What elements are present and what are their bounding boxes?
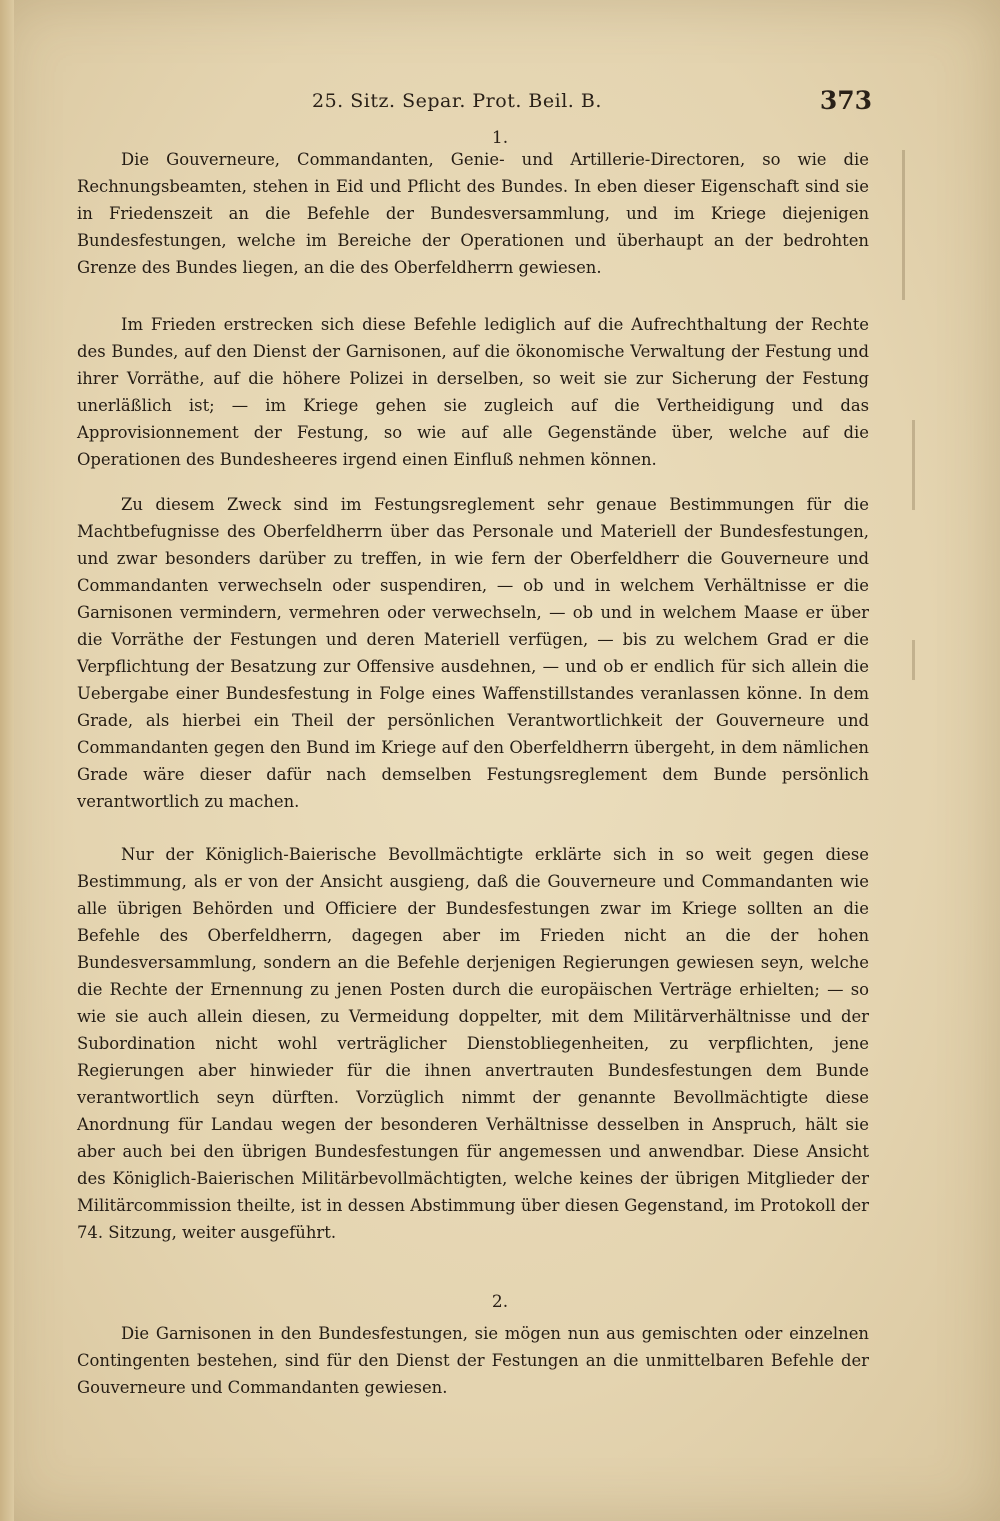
paragraph: Die Gouverneure, Commandanten, Genie- und Artillerie-Directoren, so wie die Rechnungsbeamten, stehen in Eid und Pflicht des Bundes. In eben dieser Eigenschaft sind sie in Friedenszeit an die Befehle der Bundesversammlung, und im Kriege diejenigen Bundesfestungen, welche im Bereiche der Operationen und überhaupt an der bedrohten Grenze des Bundes liegen, an die des Oberfeldherrn gewiesen. [77, 150, 869, 277]
section-number: 2. [491, 1292, 509, 1312]
running-head: 25. Sitz. Separ. Prot. Beil. B. [312, 90, 602, 112]
page-header [110, 86, 880, 126]
margin-mark [912, 640, 915, 680]
paragraph: Die Garnisonen in den Bundesfestungen, sie mögen nun aus gemischten oder einzelnen Contingenten bestehen, sind für den Dienst der Festungen an die unmittelbaren Befehle der Gouverneure und Commandanten gewiesen. [77, 1324, 869, 1397]
paragraph: Im Frieden erstrecken sich diese Befehle lediglich auf die Aufrechthaltung der Rechte des Bundes, auf den Dienst der Garnisonen, auf die ökonomische Verwaltung der Festung und ihrer Vorräthe, auf die höhere Polizei in derselben, so weit sie zur Sicherung der Festung unerläßlich ist; — im Kriege gehen sie zugleich auf die Vertheidigung und das Approvisionnement der Festung, so wie auf alle Gegenstände über, welche auf die Operationen des Bundesheeres irgend einen Einfluß nehmen können. [77, 315, 869, 469]
margin-mark [902, 150, 905, 300]
paragraph: Zu diesem Zweck sind im Festungsreglement sehr genaue Bestimmungen für die Machtbefugnisse des Oberfeldherrn über das Personale und Materiell der Bundesfestungen, und zwar besonders darüber zu treffen, in wie fern der Oberfeldherr die Gouverneure und Commandanten verwechseln oder suspendiren, — ob und in welchem Verhältnisse er die Garnisonen vermindern, vermehren oder verwechseln, — ob und in welchem Maase er über die Vorräthe der Festungen und deren Materiell verfügen, — bis zu welchem Grad er die Verpflichtung der Besatzung zur Offensive ausdehnen, — und ob er endlich für sich allein die Uebergabe einer Bundesfestung in Folge eines Waffenstillstandes veranlassen könne. In dem Grade, als hierbei ein Theil der persönlichen Verantwortlichkeit der Gouverneure und Commandanten gegen den Bund im Kriege auf den Oberfeldherrn übergeht, in dem nämlichen Grade wäre dieser dafür nach demselben Festungsreglement dem Bunde persönlich verantwortlich zu machen. [77, 495, 869, 811]
page-number: 373 [819, 86, 872, 115]
section-number: 1. [491, 128, 509, 148]
paragraph: Nur der Königlich-Baierische Bevollmächtigte erklärte sich in so weit gegen diese Bestimmung, als er von der Ansicht ausgieng, daß die Gouverneure und Commandanten wie alle übrigen Behörden und Officiere der Bundesfestungen zwar im Kriege sollten an die Befehle des Oberfeldherrn, dagegen aber im Frieden nicht an die der hohen Bundesversammlung, sondern an die Befehle derjenigen Regierungen gewiesen seyn, welche die Rechte der Ernennung zu jenen Posten durch die europäischen Verträge erhielten; — so wie sie auch allein diesen, zu Vermeidung doppelter, mit dem Militärverhältnisse und der Subordination nicht wohl verträglicher Dienstobliegenheiten, zu verpflichten, jene Regierungen aber hinwieder für die ihnen anvertrauten Bundesfestungen dem Bunde verantwortlich seyn dürften. Vorzüglich nimmt der genannte Bevollmächtigte diese Anordnung für Landau wegen der besonderen Verhältnisse desselben in Anspruch, hält sie aber auch bei den übrigen Bundesfestungen für angemessen und anwendbar. Diese Ansicht des Königlich-Baierischen Militärbevollmächtigten, welche keines der übrigen Mitglieder der Militärcommission theilte, ist in dessen Abstimmung über diesen Gegenstand, im Protokoll der 74. Sitzung, weiter ausgeführt. [77, 845, 869, 1242]
margin-mark [912, 420, 915, 510]
